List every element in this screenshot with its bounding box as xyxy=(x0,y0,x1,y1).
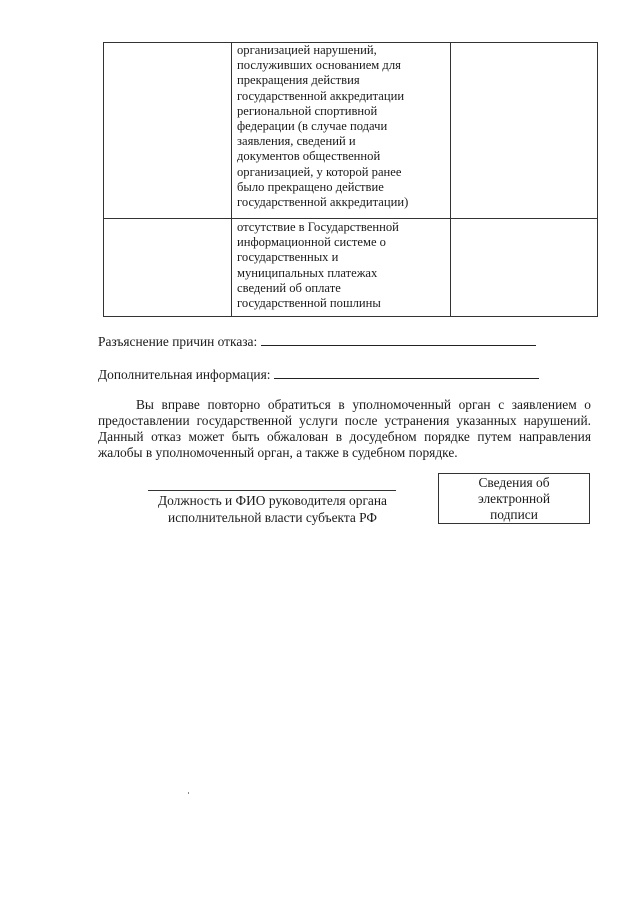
refusal-reasons-table xyxy=(103,42,598,317)
reason-text-line: региональной спортивной xyxy=(237,103,378,118)
reason-text-line: послуживших основанием для xyxy=(237,58,401,73)
table-row xyxy=(104,219,598,317)
signature-line xyxy=(148,490,396,491)
signature-caption-line: исполнительной власти субъекта РФ xyxy=(168,509,377,525)
table-row xyxy=(104,43,598,219)
appeal-notice-paragraph xyxy=(98,397,591,461)
table-cell-reason xyxy=(232,43,451,219)
table-cell-empty xyxy=(451,43,598,219)
reason-text-line: муниципальных платежах xyxy=(237,265,378,280)
additional-info-label: Дополнительная информация: xyxy=(98,367,271,382)
paragraph-line: жалобы в уполномоченный орган, а также в судебном порядке. xyxy=(98,445,458,460)
refusal-reason-label: Разъяснение причин отказа: xyxy=(98,334,258,349)
paragraph-line: Вы вправе повторно обратиться в уполномоченный орган с заявлением о xyxy=(136,397,591,412)
reason-text-line: государственной пошлины xyxy=(237,296,381,311)
additional-info-blank[interactable] xyxy=(274,368,539,379)
esignature-label-line: электронной xyxy=(477,491,551,506)
table-cell-empty xyxy=(104,43,232,219)
reason-text-line: государственных и xyxy=(237,250,339,265)
reason-text-line: заявления, сведений и xyxy=(237,134,356,149)
reason-text-line: было прекращено действие xyxy=(237,179,384,194)
reason-text-line: документов общественной xyxy=(237,149,381,164)
reason-text-line: информационной системе о xyxy=(237,235,386,250)
signature-caption-line: Должность и ФИО руководителя органа xyxy=(158,493,387,508)
signature-caption xyxy=(130,493,415,526)
reason-text-line: организацией нарушений, xyxy=(237,43,377,57)
reason-text-line: государственной аккредитации) xyxy=(237,195,409,210)
paragraph-line: предоставлении государственной услуги после устранения указанных нарушений. xyxy=(98,413,591,428)
reason-text-line: организацией, у которой ранее xyxy=(237,164,402,179)
paragraph-line: Данный отказ может быть обжалован в досудебном порядке путем направления xyxy=(98,429,591,444)
reason-text-line: государственной аккредитации xyxy=(237,88,405,103)
reason-text-line: сведений об оплате xyxy=(237,280,341,295)
additional-info-field xyxy=(98,367,539,383)
reason-text-line: федерации (в случае подачи xyxy=(237,119,388,134)
table-cell-empty xyxy=(104,219,232,317)
esignature-label-line: подписи xyxy=(490,507,538,522)
reason-text-line: прекращения действия xyxy=(237,73,360,88)
table-cell-reason xyxy=(232,219,451,317)
reason-text-line: отсутствие в Государственной xyxy=(237,220,399,234)
refusal-reason-field xyxy=(98,334,536,350)
electronic-signature-box xyxy=(438,473,590,524)
scan-artifact xyxy=(188,792,189,794)
table-cell-empty xyxy=(451,219,598,317)
esignature-label-line: Сведения об xyxy=(478,475,550,490)
refusal-reason-blank[interactable] xyxy=(261,335,536,346)
